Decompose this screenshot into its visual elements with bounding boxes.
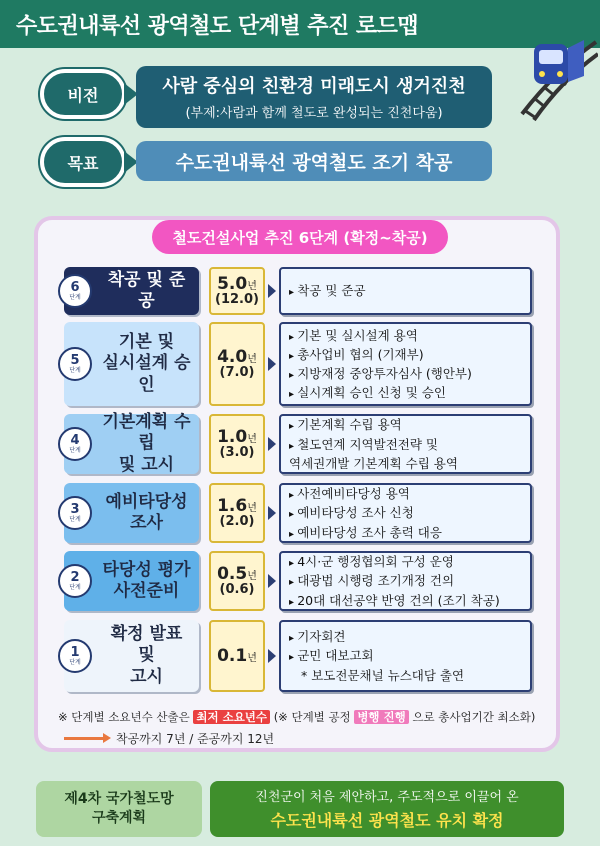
stage-duration <box>217 428 257 447</box>
stage-duration-value: 0.5 <box>217 563 248 584</box>
stage-duration-total: (3.0) <box>219 445 255 461</box>
stage-arrow-icon <box>268 574 276 588</box>
stage-duration <box>217 275 257 294</box>
stage-number: 2 <box>70 570 80 585</box>
stage-suffix: 단계 <box>69 294 81 301</box>
stage-number: 5 <box>70 353 80 368</box>
goal-box: 수도권내륙선 광역철도 조기 착공 <box>136 141 492 181</box>
vision-sub-text: (부제:사람과 함께 철도로 완성되는 진천다움) <box>185 106 443 121</box>
stage-suffix: 단계 <box>69 516 81 523</box>
stage-arrow-icon <box>268 437 276 451</box>
stage-number: 3 <box>70 502 80 517</box>
stage-task-box <box>279 267 532 315</box>
stage-duration-total: (0.6) <box>219 582 255 598</box>
stage-number-badge <box>58 496 92 530</box>
stage-label-text: 기본계획 수립 및 고시 <box>102 412 191 475</box>
stage-duration-total: (7.0) <box>219 365 255 381</box>
stage-duration <box>217 348 257 367</box>
stage-suffix: 단계 <box>69 659 81 666</box>
stage-task-item: ▸ 총사업비 협의 (기재부) <box>289 345 524 364</box>
stage-duration-box <box>209 322 265 406</box>
stage-suffix: 단계 <box>69 367 81 374</box>
stage-task-item: ▸ 착공 및 준공 <box>289 281 524 300</box>
stage-task-box <box>279 483 532 543</box>
stage-duration-box <box>209 414 265 474</box>
stage-duration-unit: 년 <box>247 502 257 514</box>
vision-badge: 비전 <box>40 69 126 119</box>
stage-duration-unit: 년 <box>247 280 257 292</box>
stage-number: 4 <box>70 433 80 448</box>
stage-duration-box <box>209 267 265 315</box>
stage-task-item: ▸ 군민 대보고회 <box>289 646 524 665</box>
stage-task-item: ▸ 20대 대선공약 반영 건의 (조기 착공) <box>289 591 524 610</box>
stage-duration-box <box>209 551 265 611</box>
vision-box <box>136 66 492 128</box>
footnote-highlight-parallel: 병행 진행 <box>354 710 408 724</box>
stage-number: 1 <box>70 645 80 660</box>
stage-duration-value: 5.0 <box>217 273 248 294</box>
stage-duration-value: 0.1 <box>217 645 248 666</box>
page-title: 수도권내륙선 광역철도 단계별 추진 로드맵 <box>0 0 600 48</box>
orange-arrow-icon <box>64 737 106 740</box>
confirmation-sub: 진천군이 처음 제안하고, 주도적으로 이끌어 온 <box>255 790 519 805</box>
stage-duration-total: (12.0) <box>215 292 259 308</box>
stage-task-item: ▸ 사전예비타당성 용역 <box>289 484 524 503</box>
confirmation-box <box>210 781 564 837</box>
goal-badge: 목표 <box>40 137 126 187</box>
stage-number-badge <box>58 639 92 673</box>
stage-task-item: ▸ 기본계획 수립 용역 <box>289 415 524 434</box>
stage-arrow-icon <box>268 649 276 663</box>
vision-main-text: 사람 중심의 친환경 미래도시 생거진천 <box>162 76 466 97</box>
stage-duration-unit: 년 <box>247 652 257 664</box>
stage-duration <box>217 565 257 584</box>
footnote-prefix: ※ 단계별 소요년수 산출은 <box>58 710 190 724</box>
stage-task-item: ▸ 대광법 시행령 조기개정 건의 <box>289 571 524 590</box>
stage-task-note: * 보도전문채널 뉴스대담 출연 <box>301 667 465 683</box>
stage-task-item: ▸ 예비타당성 조사 총력 대응 <box>289 523 524 542</box>
stage-duration-total: (2.0) <box>219 514 255 530</box>
orange-arrow-head-icon <box>103 733 111 743</box>
stage-task-box <box>279 620 532 692</box>
period-note: 착공까지 7년 / 준공까지 12년 <box>116 732 275 746</box>
stage-duration-unit: 년 <box>247 433 257 445</box>
stage-duration <box>217 647 257 666</box>
footnote-suffix: 으로 총사업기간 최소화) <box>412 710 536 724</box>
stage-arrow-icon <box>268 506 276 520</box>
stage-number-badge <box>58 427 92 461</box>
stage-task-box <box>279 414 532 474</box>
stage-duration-unit: 년 <box>247 353 257 365</box>
stage-duration-value: 1.0 <box>217 426 248 447</box>
stage-duration-box <box>209 483 265 543</box>
stage-task-item: ▸ 기자회견 <box>289 627 524 646</box>
stage-number-badge <box>58 347 92 381</box>
stage-arrow-icon <box>268 284 276 298</box>
stage-task-item: ▸ 철도연계 지역발전전략 및 역세권개발 기본계획 수립 용역 <box>289 435 524 473</box>
stage-number-badge <box>58 274 92 308</box>
stage-task-item: ▸ 기본 및 실시설계 용역 <box>289 326 524 345</box>
stage-task-item: ▸ 예비타당성 조사 신청 <box>289 503 524 522</box>
stage-suffix: 단계 <box>69 447 81 454</box>
stage-number-badge <box>58 564 92 598</box>
stage-arrow-icon <box>268 357 276 371</box>
train-on-track-icon <box>512 30 598 122</box>
stage-label-text: 확정 발표 및 고시 <box>110 624 183 687</box>
stage-label-text: 착공 및 준공 <box>107 269 186 311</box>
stage-suffix: 단계 <box>69 584 81 591</box>
stage-duration-box <box>209 620 265 692</box>
stage-duration-unit: 년 <box>247 570 257 582</box>
stage-duration-value: 4.0 <box>217 346 248 367</box>
stage-label-text: 예비타당성 조사 <box>105 491 188 533</box>
stage-duration <box>217 497 257 516</box>
stage-task-box <box>279 322 532 406</box>
footnote-mid: (※ 단계별 공정 <box>273 710 351 724</box>
stage-duration-value: 1.6 <box>217 495 248 516</box>
stage-task-box <box>279 551 532 611</box>
confirmation-main: 수도권내륙선 광역철도 유치 확정 <box>270 811 504 830</box>
stage-task-item: ▸ 지방재정 중앙투자심사 (행안부) <box>289 364 524 383</box>
stage-label-text: 기본 및 실시설계 승인 <box>102 332 191 395</box>
footnote-highlight-min-years: 최저 소요년수 <box>193 710 270 724</box>
stage-task-item: ▸ 4시·군 행정협의회 구성 운영 <box>289 552 524 571</box>
panel-title: 철도건설사업 추진 6단계 (확정~착공) <box>152 220 448 254</box>
stage-task-item: ▸ 실시계획 승인 신청 및 승인 <box>289 383 524 402</box>
national-rail-plan-box: 제4차 국가철도망 구축계획 <box>36 781 202 837</box>
stage-number: 6 <box>70 280 80 295</box>
stage-label-text: 타당성 평가 사전준비 <box>102 559 191 601</box>
footnote <box>58 709 558 725</box>
